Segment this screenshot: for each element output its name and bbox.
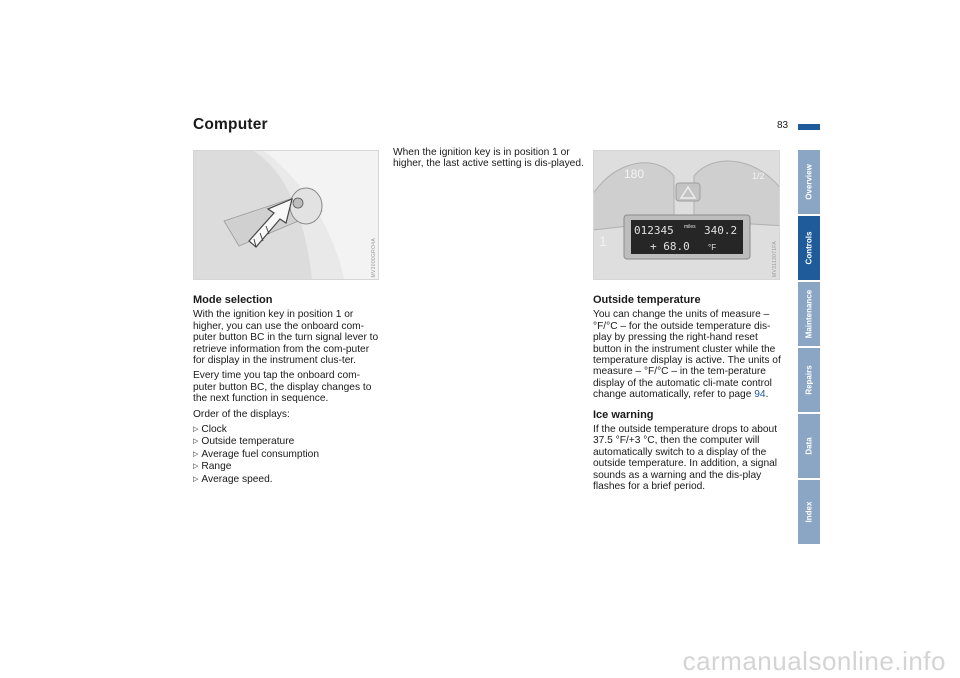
- mode-selection-section: [193, 295, 381, 486]
- page-number: 83: [777, 120, 789, 131]
- page-marker: [798, 124, 820, 130]
- tab-repairs[interactable]: [798, 348, 820, 412]
- paragraph-end: .: [765, 389, 769, 401]
- paragraph: Every time you tap the onboard com-puter button BC, the display changes to the next function in sequence.: [193, 370, 372, 405]
- list-item: ▷ Average fuel consumption: [193, 449, 381, 461]
- tab-controls[interactable]: [798, 216, 820, 280]
- section-heading: Ice warning: [593, 408, 654, 421]
- svg-text:1: 1: [599, 233, 607, 249]
- tab-data[interactable]: [798, 414, 820, 478]
- figure-code: MV3000GRO4A: [371, 237, 377, 277]
- paragraph-text: You can change the units of measure – °F/°C – for the outside temperature dis-play by pressing the right-hand reset button in the instrument cluster while the temperature display is active. The units of measure – °F/°C – in the tem-perature display of the automatic cli-mate control change automatically, refer to page: [593, 309, 781, 401]
- chapter-tabs: [798, 150, 820, 546]
- list-item: ▷ Outside temperature: [193, 436, 381, 448]
- display-order-list: [193, 424, 381, 486]
- instrument-cluster-illustration: [593, 150, 780, 280]
- tab-index[interactable]: [798, 480, 820, 544]
- tab-label: Data: [804, 437, 814, 455]
- svg-text:1/2: 1/2: [752, 171, 765, 181]
- miles-label: miles: [684, 224, 696, 230]
- paragraph: When the ignition key is in position 1 or higher, the last active setting is dis-played.: [393, 147, 584, 170]
- outside-temperature-section: [593, 295, 785, 497]
- list-item: ▷ Average speed.: [193, 474, 381, 486]
- tab-overview[interactable]: [798, 150, 820, 214]
- paragraph: Order of the displays:: [193, 408, 290, 420]
- bc-button-illustration: [193, 150, 379, 280]
- section-heading: Outside temperature: [593, 294, 701, 306]
- tab-label: Repairs: [804, 365, 814, 395]
- tab-label: Index: [804, 501, 814, 523]
- last-setting-section: [393, 147, 585, 174]
- cluster-display-drawing: [594, 151, 779, 279]
- temperature-unit: °F: [708, 243, 717, 252]
- odometer-readout: 012345: [634, 224, 674, 237]
- temperature-readout: + 68.0: [650, 240, 690, 253]
- tab-label: Maintenance: [804, 289, 814, 339]
- paragraph: [593, 309, 785, 400]
- turn-signal-lever-drawing: [194, 151, 378, 279]
- paragraph: If the outside temperature drops to about 37.5 °F/+3 °C, then the computer will automatically switch to a display of the outside temperature. In addition, a signal sounds as a warning and the dis-play flashes for a brief period.: [593, 424, 778, 493]
- paragraph: With the ignition key in position 1 or higher, you can use the onboard com-puter button BC in the turn signal lever to retrieve information from the com-puter for display in the instrument clus-ter.: [193, 309, 379, 367]
- watermark-text: carmanualsonline.info: [682, 646, 946, 676]
- tab-maintenance[interactable]: [798, 282, 820, 346]
- watermark: [0, 646, 960, 677]
- section-heading: Mode selection: [193, 294, 273, 306]
- svg-text:180: 180: [624, 167, 645, 181]
- tab-label: Overview: [804, 164, 814, 200]
- page-title: Computer: [193, 116, 268, 133]
- list-item: ▷ Clock: [193, 424, 381, 436]
- tab-label: Controls: [804, 231, 814, 265]
- list-item: ▷ Range: [193, 461, 381, 473]
- trip-readout: 340.2: [704, 224, 738, 237]
- page-reference-link[interactable]: 94: [754, 389, 766, 401]
- figure-code: MV3113071FA: [772, 240, 778, 277]
